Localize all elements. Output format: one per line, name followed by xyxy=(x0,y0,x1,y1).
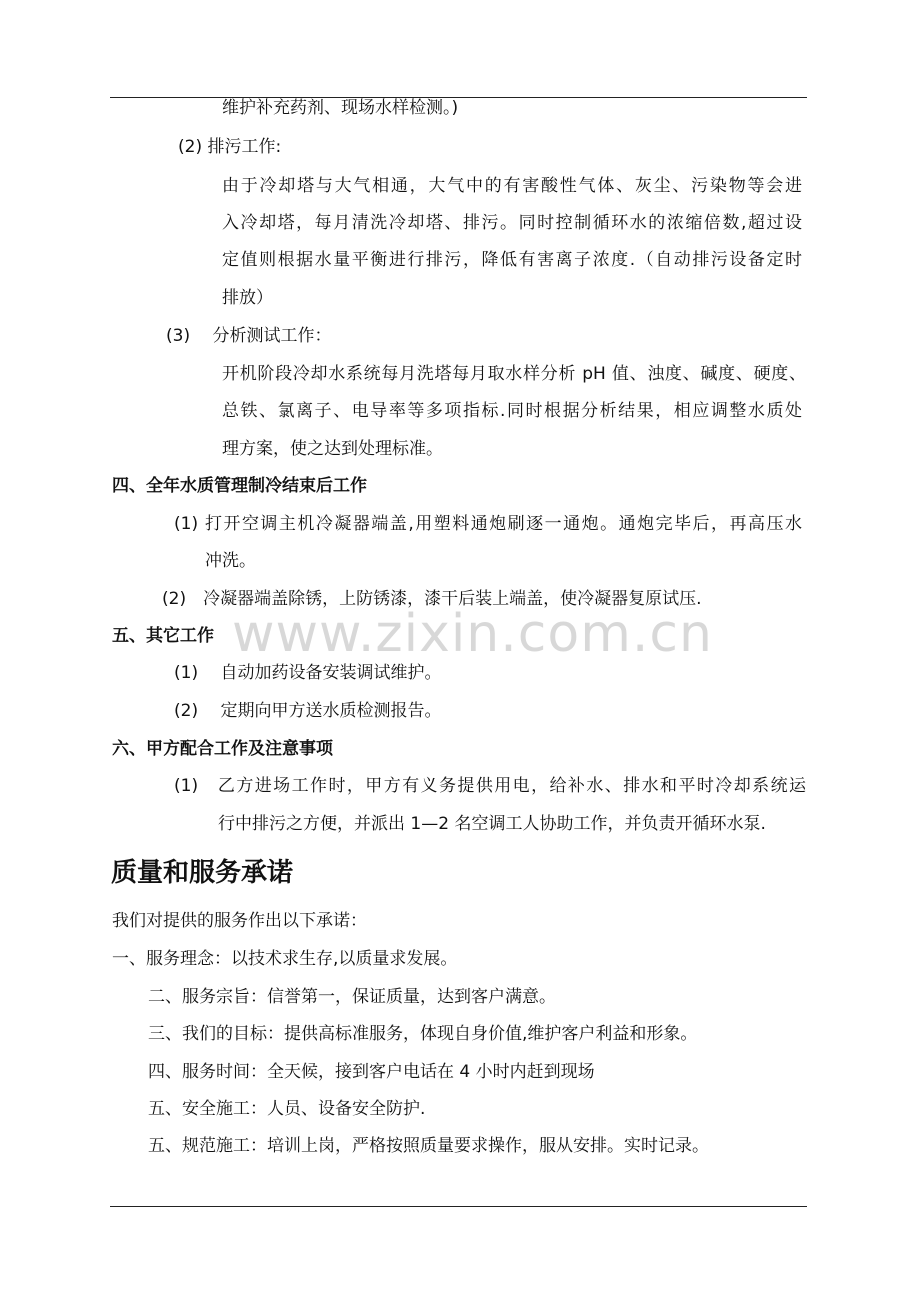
intro-line: 我们对提供的服务作出以下承诺： xyxy=(112,911,367,931)
list-item: (1) 自动加药设备安装调试维护。 xyxy=(174,663,442,683)
section-heading: 五、其它工作 xyxy=(112,626,214,646)
list-item: (1) 乙方进场工作时，甲方有义务提供用电，给补水、排水和平时冷却系统运 xyxy=(174,776,806,796)
list-item-heading: (3) 分析测试工作： xyxy=(166,326,332,346)
section-heading: 六、甲方配合工作及注意事项 xyxy=(112,739,333,759)
commitment-item: 五、安全施工：人员、设备安全防护. xyxy=(148,1099,426,1119)
list-item-heading: (2) 排污工作: xyxy=(178,137,282,157)
list-item: (2) 冷凝器端盖除锈，上防锈漆，漆干后装上端盖，使冷凝器复原试压. xyxy=(162,589,702,609)
list-item-continuation: 行中排污之方便，并派出 1—2 名空调工人协助工作，并负责开循环水泵. xyxy=(218,814,766,834)
paragraph-line: 理方案，使之达到处理标准。 xyxy=(222,439,443,459)
list-item: (1) 打开空调主机冷凝器端盖,用塑料通炮刷逐一通炮。通炮完毕后，再高压水 xyxy=(174,514,802,534)
commitment-item: 三、我们的目标：提供高标准服务，体现自身价值,维护客户利益和形象。 xyxy=(148,1024,698,1044)
commitment-item: 二、服务宗旨：信誉第一，保证质量，达到客户满意。 xyxy=(148,987,556,1007)
footer-rule xyxy=(110,1206,807,1207)
paragraph-line: 由于冷却塔与大气相通，大气中的有害酸性气体、灰尘、污染物等会进 xyxy=(222,176,802,196)
header-rule xyxy=(110,97,807,98)
paragraph-line: 总铁、氯离子、电导率等多项指标.同时根据分析结果，相应调整水质处 xyxy=(222,401,802,421)
text-line: 维护补充药剂、现场水样检测。) xyxy=(222,98,459,118)
paragraph-line: 排放） xyxy=(222,288,273,308)
paragraph-line: 入冷却塔，每月清洗冷却塔、排污。同时控制循环水的浓缩倍数,超过设 xyxy=(222,213,802,233)
commitment-item: 四、服务时间：全天候，接到客户电话在 4 小时内赶到现场 xyxy=(148,1062,595,1082)
watermark: www.zixin.com.cn xyxy=(232,604,713,664)
list-item: (2) 定期向甲方送水质检测报告。 xyxy=(174,701,442,721)
paragraph-line: 定值则根据水量平衡进行排污，降低有害离子浓度.（自动排污设备定时 xyxy=(222,250,802,270)
chapter-title: 质量和服务承诺 xyxy=(111,858,294,888)
commitment-item: 五、规范施工：培训上岗，严格按照质量要求操作，服从安排。实时记录。 xyxy=(148,1136,709,1156)
commitment-item: 一、服务理念：以技术求生存,以质量求发展。 xyxy=(112,949,458,969)
list-item-continuation: 冲洗。 xyxy=(205,551,256,571)
section-heading: 四、全年水质管理制冷结束后工作 xyxy=(112,476,367,496)
paragraph-line: 开机阶段冷却水系统每月洗塔每月取水样分析 pH 值、浊度、碱度、硬度、 xyxy=(222,364,806,384)
